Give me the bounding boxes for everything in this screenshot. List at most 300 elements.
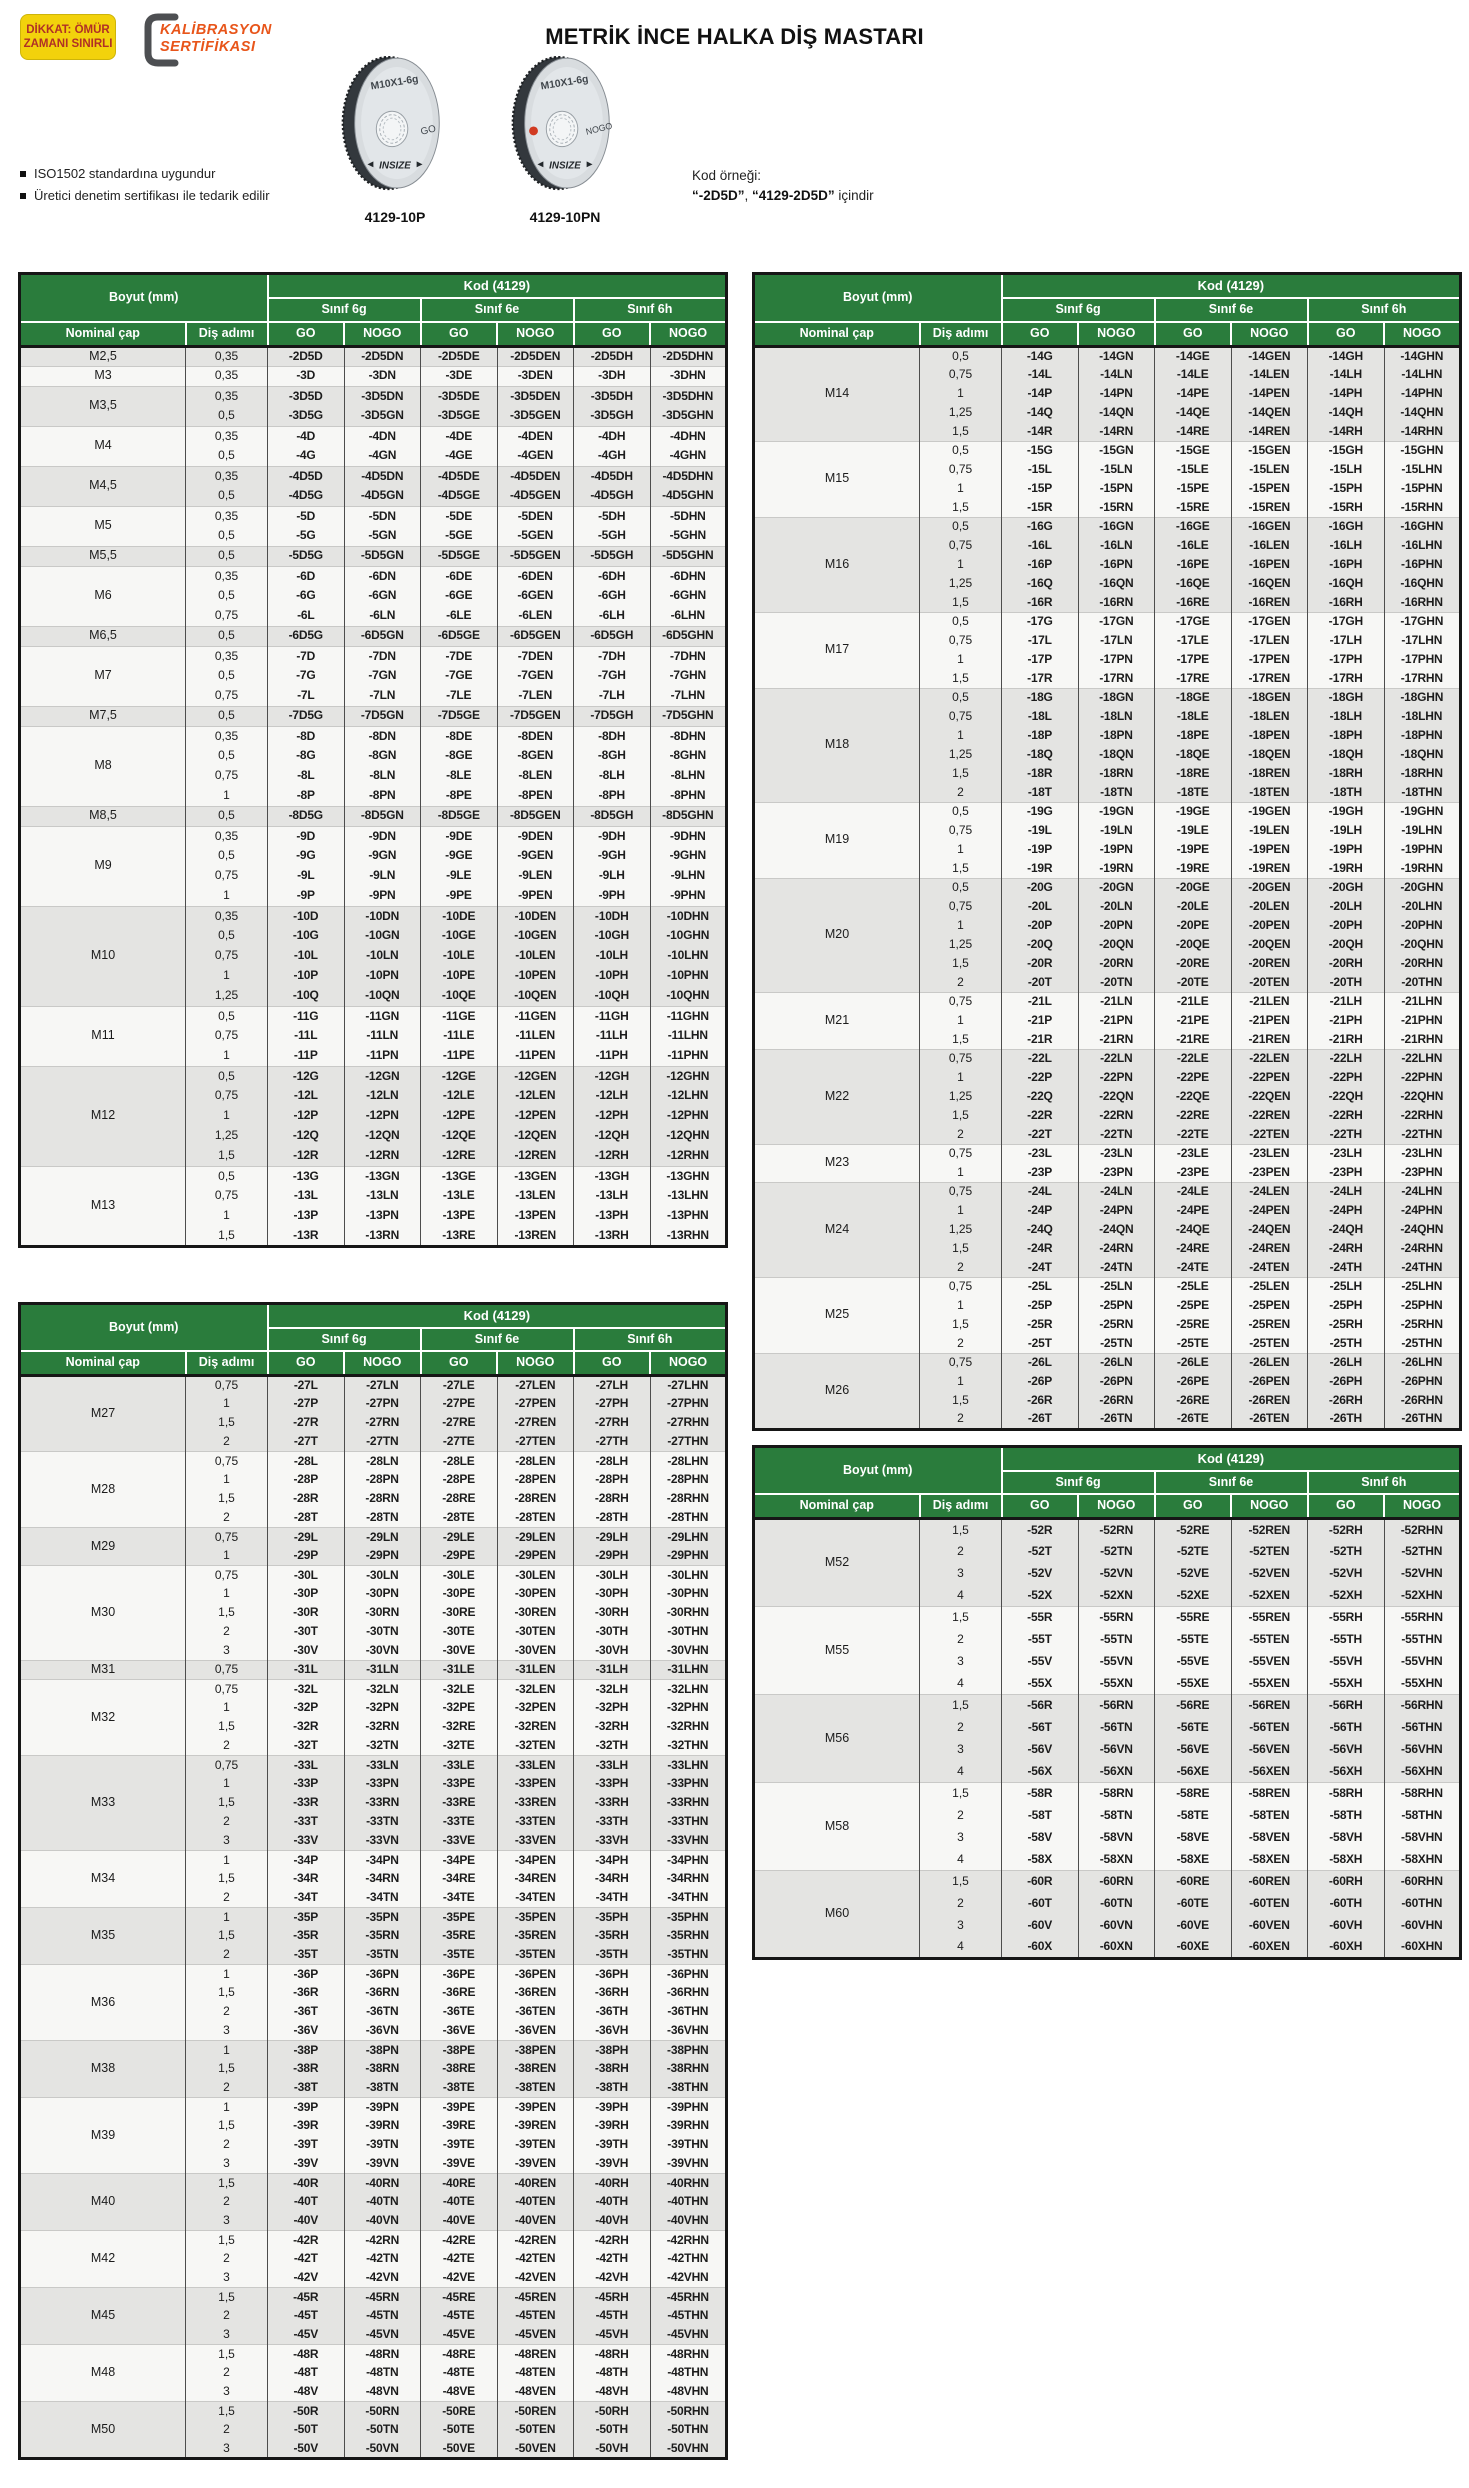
- pitch-cell: 1: [186, 1851, 268, 1870]
- code-cell: -33VEN: [497, 1832, 574, 1851]
- col-header-nogo: NOGO: [1231, 322, 1308, 346]
- code-cell: -19P: [1002, 840, 1079, 859]
- pitch-cell: 2: [920, 1629, 1002, 1651]
- code-cell: -45R: [268, 2288, 345, 2307]
- code-cell: -9L: [268, 866, 345, 886]
- code-cell: -34RHN: [650, 1870, 727, 1889]
- code-cell: -45VHN: [650, 2326, 727, 2345]
- code-cell: -33LH: [574, 1756, 651, 1775]
- nominal-size-cell: M35: [20, 1908, 186, 1965]
- code-cell: -24QN: [1078, 1220, 1155, 1239]
- pitch-cell: 1,5: [186, 1604, 268, 1623]
- code-cell: -21P: [1002, 1011, 1079, 1030]
- code-cell: -15LN: [1078, 460, 1155, 479]
- code-cell: -8PE: [421, 786, 498, 806]
- code-cell: -38T: [268, 2079, 345, 2098]
- code-cell: -30VN: [344, 1642, 421, 1661]
- code-cell: -60TEN: [1231, 1893, 1308, 1915]
- code-cell: -22TN: [1078, 1125, 1155, 1144]
- code-cell: -13RE: [421, 1226, 498, 1246]
- code-cell: -4D5DH: [574, 466, 651, 486]
- code-cell: -58REN: [1231, 1783, 1308, 1805]
- code-cell: -25LEN: [1231, 1277, 1308, 1296]
- code-cell: -28RE: [421, 1490, 498, 1509]
- pitch-cell: 1,5: [186, 2402, 268, 2421]
- pitch-cell: 1,5: [920, 1519, 1002, 1541]
- code-cell: -17RE: [1155, 669, 1232, 688]
- col-header-nogo: NOGO: [344, 322, 421, 346]
- code-cell: -9PH: [574, 886, 651, 906]
- code-cell: -16LH: [1308, 536, 1385, 555]
- code-cell: -15RHN: [1384, 498, 1461, 517]
- code-cell: -8DE: [421, 726, 498, 746]
- code-cell: -16QHN: [1384, 574, 1461, 593]
- code-cell: -33THN: [650, 1813, 727, 1832]
- code-cell: -3DEN: [497, 366, 574, 386]
- code-cell: -12R: [268, 1146, 345, 1166]
- code-cell: -33VH: [574, 1832, 651, 1851]
- code-cell: -30PEN: [497, 1585, 574, 1604]
- code-cell: -5DHN: [650, 506, 727, 526]
- code-cell: -23LEN: [1231, 1144, 1308, 1163]
- code-cell: -36VEN: [497, 2022, 574, 2041]
- code-cell: -16QN: [1078, 574, 1155, 593]
- code-cell: -35RH: [574, 1927, 651, 1946]
- code-cell: -5GH: [574, 526, 651, 546]
- code-cell: -17PE: [1155, 650, 1232, 669]
- pitch-cell: 0,75: [186, 1376, 268, 1395]
- code-cell: -24Q: [1002, 1220, 1079, 1239]
- nominal-size-cell: M22: [754, 1049, 920, 1144]
- code-cell: -6GH: [574, 586, 651, 606]
- code-cell: -17LE: [1155, 631, 1232, 650]
- product-code-go: 4129-10P: [364, 209, 426, 225]
- code-cell: -7D: [268, 646, 345, 666]
- code-cell: -14R: [1002, 422, 1079, 441]
- code-cell: -26TH: [1308, 1410, 1385, 1429]
- code-cell: -3DN: [344, 366, 421, 386]
- code-cell: -38TE: [421, 2079, 498, 2098]
- code-cell: -56XH: [1308, 1761, 1385, 1783]
- col-header-nogo: NOGO: [1384, 322, 1461, 346]
- code-cell: -17RH: [1308, 669, 1385, 688]
- code-cell: -24LE: [1155, 1182, 1232, 1201]
- go-label: GO: [419, 123, 438, 138]
- code-cell: -18LEN: [1231, 707, 1308, 726]
- col-header-go: GO: [1308, 322, 1385, 346]
- code-cell: -50R: [268, 2402, 345, 2421]
- code-cell: -12Q: [268, 1126, 345, 1146]
- code-cell: -10QN: [344, 986, 421, 1006]
- code-cell: -48TN: [344, 2364, 421, 2383]
- code-cell: -36RHN: [650, 1984, 727, 2003]
- code-cell: -30THN: [650, 1623, 727, 1642]
- code-cell: -19PH: [1308, 840, 1385, 859]
- code-cell: -30P: [268, 1585, 345, 1604]
- code-cell: -21REN: [1231, 1030, 1308, 1049]
- code-cell: -36PH: [574, 1965, 651, 1984]
- code-cell: -14LHN: [1384, 365, 1461, 384]
- code-cell: -24RE: [1155, 1239, 1232, 1258]
- code-cell: -34PEN: [497, 1851, 574, 1870]
- code-cell: -5DEN: [497, 506, 574, 526]
- code-cell: -4D5DEN: [497, 466, 574, 486]
- code-cell: -35PH: [574, 1908, 651, 1927]
- code-cell: -50RH: [574, 2402, 651, 2421]
- code-cell: -50VEN: [497, 2440, 574, 2459]
- code-cell: -18TEN: [1231, 783, 1308, 802]
- col-header-nogo: NOGO: [1078, 322, 1155, 346]
- code-cell: -3DH: [574, 366, 651, 386]
- code-cell: -20GN: [1078, 878, 1155, 897]
- bullet-square-icon: [20, 193, 26, 199]
- pitch-cell: 3: [920, 1739, 1002, 1761]
- code-cell: -19R: [1002, 859, 1079, 878]
- code-cell: -48VHN: [650, 2383, 727, 2402]
- code-cell: -6LHN: [650, 606, 727, 626]
- code-cell: -50VHN: [650, 2440, 727, 2459]
- pitch-cell: 1,25: [920, 574, 1002, 593]
- code-cell: -3D5GE: [421, 406, 498, 426]
- code-cell: -3D5DN: [344, 386, 421, 406]
- pitch-cell: 0,35: [186, 726, 268, 746]
- pitch-cell: 1,25: [920, 1220, 1002, 1239]
- pitch-cell: 1,5: [186, 1146, 268, 1166]
- code-cell: -40RHN: [650, 2174, 727, 2193]
- code-cell: -33LN: [344, 1756, 421, 1775]
- code-cell: -10LH: [574, 946, 651, 966]
- nominal-size-cell: M25: [754, 1277, 920, 1353]
- code-cell: -5DE: [421, 506, 498, 526]
- code-cell: -12LE: [421, 1086, 498, 1106]
- code-cell: -60REN: [1231, 1871, 1308, 1893]
- code-cell: -33V: [268, 1832, 345, 1851]
- code-cell: -35TN: [344, 1946, 421, 1965]
- pitch-cell: 0,35: [186, 466, 268, 486]
- code-cell: -5GEN: [497, 526, 574, 546]
- code-cell: -55XH: [1308, 1673, 1385, 1695]
- code-cell: -6LH: [574, 606, 651, 626]
- nominal-size-cell: M5,5: [20, 546, 186, 566]
- code-cell: -60RH: [1308, 1871, 1385, 1893]
- code-cell: -10D: [268, 906, 345, 926]
- pitch-cell: 1: [186, 886, 268, 906]
- code-cell: -22T: [1002, 1125, 1079, 1144]
- code-cell: -42VHN: [650, 2269, 727, 2288]
- code-cell: -52TN: [1078, 1541, 1155, 1563]
- nogo-label: NOGO: [584, 120, 614, 137]
- code-cell: -38TEN: [497, 2079, 574, 2098]
- code-cell: -20GHN: [1384, 878, 1461, 897]
- code-cell: -42VE: [421, 2269, 498, 2288]
- pitch-cell: 1,25: [920, 1087, 1002, 1106]
- code-cell: -8PN: [344, 786, 421, 806]
- code-cell: -28TH: [574, 1509, 651, 1528]
- code-cell: -12PEN: [497, 1106, 574, 1126]
- code-cell: -24RHN: [1384, 1239, 1461, 1258]
- code-cell: -52VHN: [1384, 1563, 1461, 1585]
- code-cell: -26RE: [1155, 1391, 1232, 1410]
- pitch-cell: 2: [920, 1717, 1002, 1739]
- pitch-cell: 1,25: [920, 403, 1002, 422]
- nogo-ring-gauge-image: [505, 52, 625, 225]
- code-cell: -45TH: [574, 2307, 651, 2326]
- code-cell: -50RN: [344, 2402, 421, 2421]
- code-cell: -27LE: [421, 1376, 498, 1395]
- code-cell: -6DE: [421, 566, 498, 586]
- code-cell: -24PN: [1078, 1201, 1155, 1220]
- code-cell: -29L: [268, 1528, 345, 1547]
- code-cell: -26LN: [1078, 1353, 1155, 1372]
- code-cell: -21LN: [1078, 992, 1155, 1011]
- pitch-cell: 0,35: [186, 346, 268, 366]
- code-cell: -22QN: [1078, 1087, 1155, 1106]
- insize-logo: INSIZE: [379, 160, 411, 172]
- pitch-cell: 2: [186, 2136, 268, 2155]
- pitch-cell: 0,35: [186, 426, 268, 446]
- code-cell: -14GH: [1308, 346, 1385, 365]
- code-cell: -12QEN: [497, 1126, 574, 1146]
- nominal-size-cell: M3,5: [20, 386, 186, 426]
- code-cell: -60TN: [1078, 1893, 1155, 1915]
- code-cell: -39PH: [574, 2098, 651, 2117]
- code-cell: -23LH: [1308, 1144, 1385, 1163]
- code-cell: -13PN: [344, 1206, 421, 1226]
- code-cell: -20P: [1002, 916, 1079, 935]
- code-cell: -4DN: [344, 426, 421, 446]
- pitch-cell: 0,35: [186, 506, 268, 526]
- code-cell: -22QHN: [1384, 1087, 1461, 1106]
- pitch-cell: 2: [920, 1125, 1002, 1144]
- code-cell: -52TEN: [1231, 1541, 1308, 1563]
- code-cell: -8GH: [574, 746, 651, 766]
- nominal-size-cell: M18: [754, 688, 920, 802]
- code-cell: -60XHN: [1384, 1937, 1461, 1959]
- code-cell: -8GEN: [497, 746, 574, 766]
- code-cell: -52X: [1002, 1585, 1079, 1607]
- code-cell: -28PE: [421, 1471, 498, 1490]
- code-cell: -7DH: [574, 646, 651, 666]
- pitch-cell: 0,75: [920, 821, 1002, 840]
- code-cell: -50TN: [344, 2421, 421, 2440]
- code-cell: -22REN: [1231, 1106, 1308, 1125]
- pitch-cell: 0,5: [186, 546, 268, 566]
- pitch-cell: 1: [920, 1296, 1002, 1315]
- code-cell: -26THN: [1384, 1410, 1461, 1429]
- code-cell: -35RE: [421, 1927, 498, 1946]
- pitch-cell: 3: [920, 1651, 1002, 1673]
- code-cell: -19G: [1002, 802, 1079, 821]
- code-cell: -20T: [1002, 973, 1079, 992]
- nominal-size-cell: M12: [20, 1066, 186, 1166]
- col-header-nogo: NOGO: [1384, 1494, 1461, 1518]
- code-cell: -34RH: [574, 1870, 651, 1889]
- code-cell: -20RN: [1078, 954, 1155, 973]
- pitch-cell: 1: [920, 1068, 1002, 1087]
- code-cell: -13GH: [574, 1166, 651, 1186]
- code-cell: -20Q: [1002, 935, 1079, 954]
- code-cell: -26T: [1002, 1410, 1079, 1429]
- code-example-part2: “4129-2D5D”: [752, 188, 835, 204]
- code-cell: -40TH: [574, 2193, 651, 2212]
- code-cell: -21RE: [1155, 1030, 1232, 1049]
- pitch-cell: 1,5: [186, 2174, 268, 2193]
- pitch-cell: 1,5: [920, 1607, 1002, 1629]
- code-cell: -14LH: [1308, 365, 1385, 384]
- pitch-cell: 1,5: [920, 1030, 1002, 1049]
- code-cell: -18GN: [1078, 688, 1155, 707]
- pitch-cell: 1: [186, 2098, 268, 2117]
- code-cell: -29P: [268, 1547, 345, 1566]
- code-cell: -26TE: [1155, 1410, 1232, 1429]
- code-cell: -10GH: [574, 926, 651, 946]
- code-cell: -36VHN: [650, 2022, 727, 2041]
- pitch-cell: 2: [186, 2307, 268, 2326]
- pitch-cell: 4: [920, 1761, 1002, 1783]
- code-cell: -24THN: [1384, 1258, 1461, 1277]
- code-cell: -24QEN: [1231, 1220, 1308, 1239]
- code-cell: -8G: [268, 746, 345, 766]
- code-cell: -24TE: [1155, 1258, 1232, 1277]
- code-cell: -14QHN: [1384, 403, 1461, 422]
- code-cell: -39VE: [421, 2155, 498, 2174]
- code-cell: -19PEN: [1231, 840, 1308, 859]
- code-cell: -8LE: [421, 766, 498, 786]
- code-cell: -25PHN: [1384, 1296, 1461, 1315]
- code-cell: -18QE: [1155, 745, 1232, 764]
- col-header-go: GO: [1002, 322, 1079, 346]
- code-cell: -15PE: [1155, 479, 1232, 498]
- code-cell: -20TN: [1078, 973, 1155, 992]
- code-cell: -34RN: [344, 1870, 421, 1889]
- pitch-cell: 2: [186, 2003, 268, 2022]
- code-cell: -32RN: [344, 1718, 421, 1737]
- code-cell: -33TH: [574, 1813, 651, 1832]
- code-cell: -24TN: [1078, 1258, 1155, 1277]
- code-cell: -24LH: [1308, 1182, 1385, 1201]
- code-cell: -20PHN: [1384, 916, 1461, 935]
- code-cell: -19RH: [1308, 859, 1385, 878]
- code-cell: -48RE: [421, 2345, 498, 2364]
- code-cell: -22TE: [1155, 1125, 1232, 1144]
- pitch-cell: 0,75: [186, 686, 268, 706]
- pitch-cell: 2: [186, 2364, 268, 2383]
- code-cell: -10GHN: [650, 926, 727, 946]
- code-cell: -4D5GN: [344, 486, 421, 506]
- pitch-cell: 1,5: [186, 1490, 268, 1509]
- code-cell: -27L: [268, 1376, 345, 1395]
- code-cell: -35PE: [421, 1908, 498, 1927]
- code-cell: -34PN: [344, 1851, 421, 1870]
- col-header-pitch: Diş adımı: [186, 322, 268, 346]
- code-cell: -4DEN: [497, 426, 574, 446]
- code-cell: -52XHN: [1384, 1585, 1461, 1607]
- code-cell: -16GHN: [1384, 517, 1461, 536]
- code-cell: -14GE: [1155, 346, 1232, 365]
- code-cell: -25PN: [1078, 1296, 1155, 1315]
- code-cell: -34TH: [574, 1889, 651, 1908]
- code-cell: -39TE: [421, 2136, 498, 2155]
- code-cell: -34T: [268, 1889, 345, 1908]
- code-cell: -33TE: [421, 1813, 498, 1832]
- code-cell: -28R: [268, 1490, 345, 1509]
- code-cell: -56RN: [1078, 1695, 1155, 1717]
- code-cell: -55THN: [1384, 1629, 1461, 1651]
- pitch-cell: 1,5: [186, 2060, 268, 2079]
- page-header: [0, 0, 1469, 272]
- nominal-size-cell: M36: [20, 1965, 186, 2041]
- pitch-cell: 0,5: [186, 486, 268, 506]
- code-cell: -13GHN: [650, 1166, 727, 1186]
- code-cell: -33P: [268, 1775, 345, 1794]
- code-cell: -10Q: [268, 986, 345, 1006]
- code-cell: -12QN: [344, 1126, 421, 1146]
- pitch-cell: 1,5: [186, 1984, 268, 2003]
- code-cell: -48REN: [497, 2345, 574, 2364]
- code-cell: -32PE: [421, 1699, 498, 1718]
- code-cell: -18GHN: [1384, 688, 1461, 707]
- code-cell: -26RN: [1078, 1391, 1155, 1410]
- code-cell: -14LN: [1078, 365, 1155, 384]
- nominal-size-cell: M29: [20, 1528, 186, 1566]
- code-cell: -38R: [268, 2060, 345, 2079]
- code-cell: -6D5GN: [344, 626, 421, 646]
- pitch-cell: 1,5: [920, 1871, 1002, 1893]
- code-cell: -32REN: [497, 1718, 574, 1737]
- code-cell: -16LE: [1155, 536, 1232, 555]
- code-cell: -15LE: [1155, 460, 1232, 479]
- col-header-go: GO: [268, 322, 345, 346]
- code-cell: -9GHN: [650, 846, 727, 866]
- code-cell: -17LHN: [1384, 631, 1461, 650]
- code-cell: -58TEN: [1231, 1805, 1308, 1827]
- code-cell: -56VHN: [1384, 1739, 1461, 1761]
- pitch-cell: 1: [186, 1585, 268, 1604]
- code-cell: -2D5DHN: [650, 346, 727, 366]
- code-cell: -10QE: [421, 986, 498, 1006]
- code-cell: -30TEN: [497, 1623, 574, 1642]
- code-cell: -34PE: [421, 1851, 498, 1870]
- code-cell: -4D5D: [268, 466, 345, 486]
- code-cell: -6D5G: [268, 626, 345, 646]
- code-cell: -34P: [268, 1851, 345, 1870]
- code-cell: -18L: [1002, 707, 1079, 726]
- pitch-cell: 2: [920, 1334, 1002, 1353]
- code-cell: -55TE: [1155, 1629, 1232, 1651]
- code-cell: -42TEN: [497, 2250, 574, 2269]
- code-cell: -58VHN: [1384, 1827, 1461, 1849]
- code-cell: -6LEN: [497, 606, 574, 626]
- code-cell: -13LEN: [497, 1186, 574, 1206]
- col-header-sinif-0: Sınıf 6g: [1002, 1471, 1155, 1495]
- code-cell: -40R: [268, 2174, 345, 2193]
- pitch-cell: 1,5: [186, 2288, 268, 2307]
- col-header-sinif-1: Sınıf 6e: [1155, 298, 1308, 322]
- page-title: METRİK İNCE HALKA DİŞ MASTARI: [545, 24, 924, 49]
- pitch-cell: 0,35: [186, 826, 268, 846]
- code-cell: -30LE: [421, 1566, 498, 1585]
- nominal-size-cell: M52: [754, 1519, 920, 1607]
- pitch-cell: 0,35: [186, 566, 268, 586]
- code-cell: -14GEN: [1231, 346, 1308, 365]
- code-cell: -16GH: [1308, 517, 1385, 536]
- code-cell: -15GE: [1155, 441, 1232, 460]
- code-cell: -11L: [268, 1026, 345, 1046]
- code-cell: -9D: [268, 826, 345, 846]
- code-cell: -19PN: [1078, 840, 1155, 859]
- code-cell: -18G: [1002, 688, 1079, 707]
- code-cell: -10DHN: [650, 906, 727, 926]
